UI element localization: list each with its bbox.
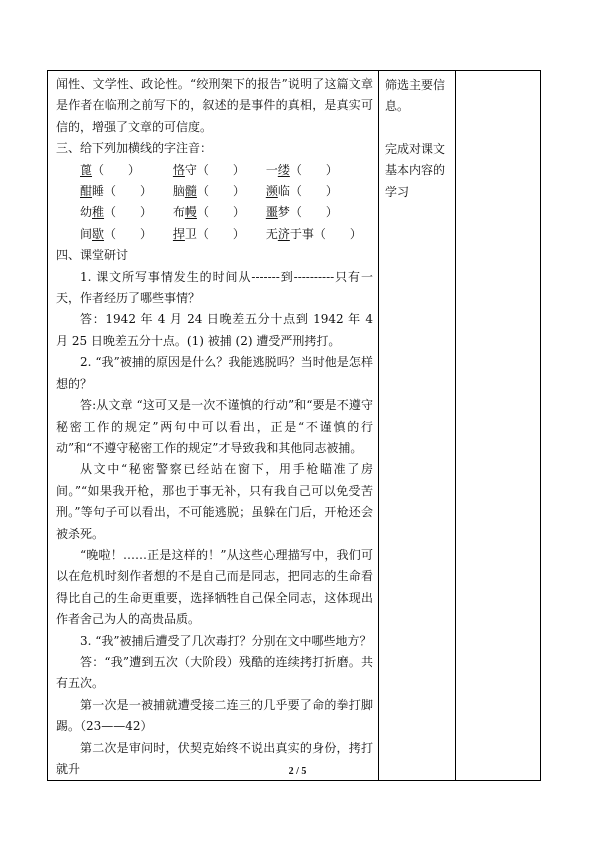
answer-3: 答：“我”遭到五次（大阶段）残酷的连续拷打折磨。共有五次。 <box>56 654 373 691</box>
pinyin-blank[interactable]: （ ） <box>289 162 338 177</box>
pinyin-blank[interactable]: （ ） <box>104 226 153 241</box>
note-filter-info: 筛选主要信息。 <box>385 78 446 114</box>
lesson-table <box>47 70 541 781</box>
pinyin-blank[interactable]: （ ） <box>196 205 245 220</box>
pinyin-row <box>56 202 373 223</box>
underlined-character: 噩 <box>265 205 278 220</box>
pinyin-item <box>266 160 373 181</box>
pinyin-exercise <box>56 160 373 246</box>
pinyin-row <box>56 160 373 181</box>
underlined-character: 济 <box>277 226 290 241</box>
notes-cell <box>379 71 456 781</box>
underlined-character: 蓖 <box>80 162 93 177</box>
page-number: 2 / 5 <box>288 766 307 777</box>
notes-content <box>379 71 455 203</box>
underlined-character: 髓 <box>184 184 197 199</box>
main-content <box>48 71 378 780</box>
main-content-cell <box>48 71 379 781</box>
pinyin-item <box>173 202 266 223</box>
underlined-character: 幔 <box>184 205 197 220</box>
answer-3-paragraph-2: 第一次是一被捕就遭受接二连三的几乎要了命的拳打脚踢。（23——42） <box>56 697 373 734</box>
pinyin-blank[interactable]: 卫（ ） <box>184 226 245 241</box>
pinyin-word-prefix: 一 <box>265 162 278 177</box>
section4-title: 四、课堂研讨 <box>56 248 129 263</box>
underlined-character: 濒 <box>265 184 278 199</box>
underlined-character: 恪 <box>172 162 185 177</box>
pinyin-item <box>266 181 373 202</box>
pinyin-item <box>80 202 173 223</box>
question-3: 3. “我”被捕后遭受了几次毒打？分别在文中哪些地方？ <box>80 633 372 648</box>
pinyin-item <box>266 202 373 223</box>
pinyin-blank[interactable]: 梦（ ） <box>277 205 338 220</box>
pinyin-item <box>173 160 266 181</box>
pinyin-word-prefix: 脑 <box>172 184 185 199</box>
pinyin-word-prefix: 间 <box>80 226 93 241</box>
underlined-character: 稚 <box>92 205 105 220</box>
answer-3-paragraph-3: 第二次是审问时，伏契克始终不说出真实的身份，拷打就升 <box>56 740 373 776</box>
pinyin-item <box>80 160 173 181</box>
underlined-character: 缕 <box>277 162 290 177</box>
question-2: 2. “我”被捕的原因是什么？我能逃脱吗？当时他是怎样想的？ <box>56 355 373 391</box>
pinyin-row <box>56 181 373 202</box>
pinyin-blank[interactable]: 睡（ ） <box>92 184 153 199</box>
pinyin-blank[interactable]: 于事（ ） <box>289 226 362 241</box>
pinyin-blank[interactable]: （ ） <box>196 184 245 199</box>
answer-2-paragraph-3: “晚啦！……正是这样的！”从这些心理描写中，我们可以在危机时刻作者想的不是自己而是同志，把同志的生命看得比自己的生命更重要，选择牺牲自己保全同志，这体现出作者舍己为人的高贵品质。 <box>56 547 373 627</box>
pinyin-row <box>56 224 373 245</box>
pinyin-word-prefix: 无 <box>265 226 278 241</box>
blank-cell <box>456 71 541 781</box>
question-1: 1. 课文所写事情发生的时间从-------到----------只有一天，作者经历了哪些事情？ <box>56 269 373 306</box>
answer-2-paragraph-1: 答:从文章 “这可又是一次不谨慎的行动”和“要是不遵守秘密工作的规定”两句中可以看出，正是“不谨慎的行动”和“不遵守秘密工作的规定”才导致我和其他同志被捕。 <box>56 398 373 455</box>
pinyin-blank[interactable]: 守（ ） <box>184 162 245 177</box>
pinyin-item <box>80 224 173 245</box>
pinyin-blank[interactable]: （ ） <box>92 162 141 177</box>
pinyin-blank[interactable]: 临（ ） <box>277 184 338 199</box>
section3-title: 三、给下列加横线的字注音： <box>56 141 213 156</box>
answer-1: 答：1942 年 4 月 24 日晚差五分十点到 1942 年 4 月 25 日晚差五分十点。(1) 被捕 (2) 遭受严刑拷打。 <box>56 312 373 348</box>
pinyin-item <box>173 181 266 202</box>
note-complete-study: 完成对课文基本内容的学习 <box>385 141 446 199</box>
table-row <box>48 71 541 781</box>
pinyin-word-prefix: 布 <box>172 205 185 220</box>
pinyin-item <box>173 224 266 245</box>
answer-2-paragraph-2: 从文中“秘密警察已经站在窗下，用手枪瞄准了房间。”“如果我开枪，那也于事无补，只有我自己可以免受苦刑。”等句子可以看出，不可能逃脱；虽躲在门后，开枪还会被杀死。 <box>56 462 373 541</box>
underlined-character: 酣 <box>80 184 93 199</box>
underlined-character: 歇 <box>92 226 105 241</box>
underlined-character: 捍 <box>172 226 185 241</box>
pinyin-blank[interactable]: （ ） <box>104 205 153 220</box>
pinyin-item <box>80 181 173 202</box>
pinyin-item <box>266 224 373 245</box>
pinyin-word-prefix: 幼 <box>80 205 93 220</box>
intro-paragraph: 闻性、文学性、政论性。“绞刑架下的报告”说明了这篇文章是作者在临刑之前写下的，叙述的是事件的真相，是真实可信的，增强了文章的可信度。 <box>56 77 373 134</box>
